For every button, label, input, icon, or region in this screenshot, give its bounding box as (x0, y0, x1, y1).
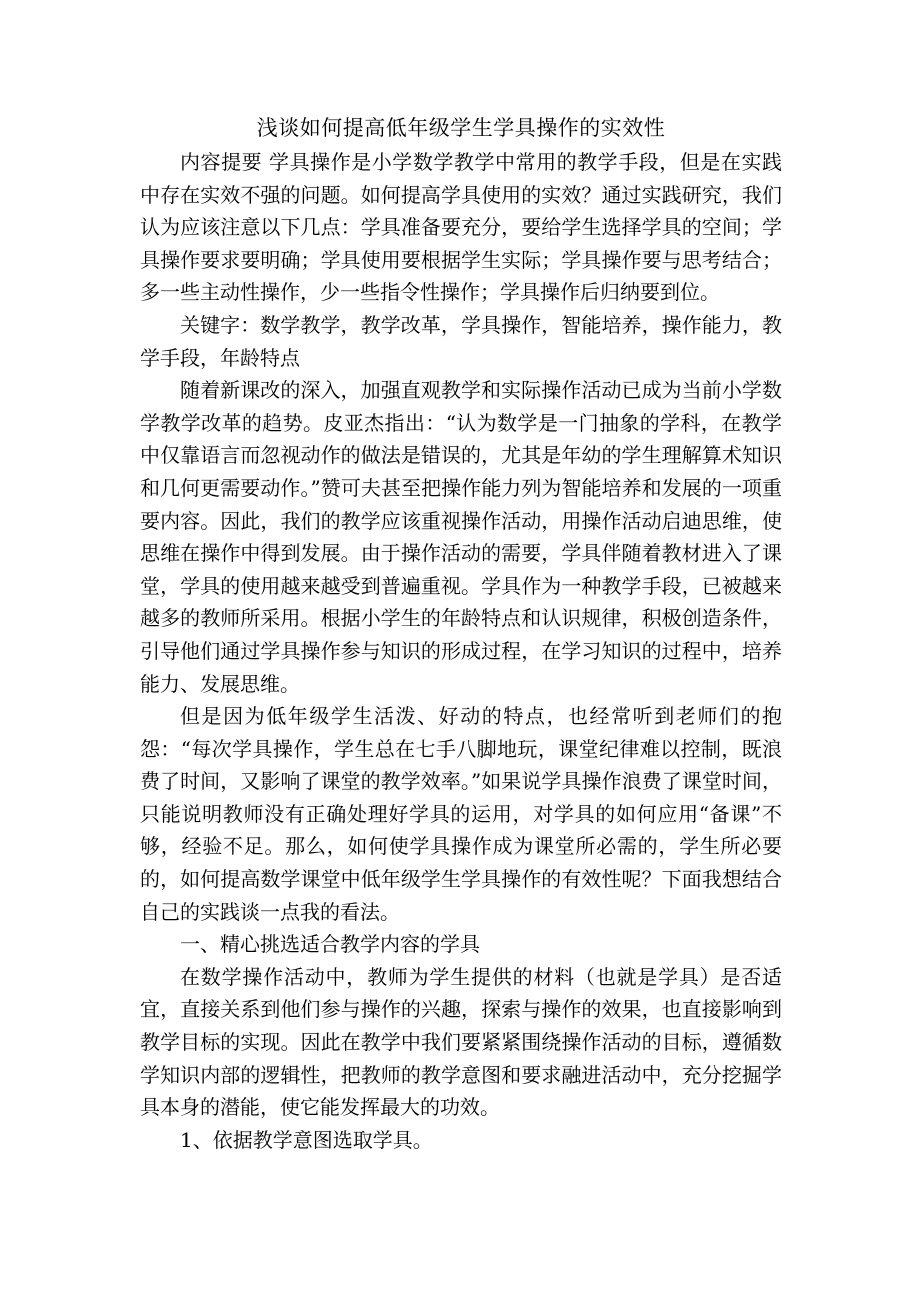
body-paragraph-2: 但是因为低年级学生活泼、好动的特点，也经常听到老师们的抱怨：“每次学具操作，学生总在七手八脚地玩，课堂纪律难以控制，既浪费了时间，又影响了课堂的教学效率。”如果说学具操作浪费了课堂时间，只能说明教师没有正确处理好学具的运用，对学具的如何应用“备课”不够，经验不足。那么，如何使学具操作成为课堂所必需的，学生所必要的，如何提高数学课堂中低年级学生学具操作的有效性呢？下面我想结合自己的实践谈一点我的看法。 (140, 704, 782, 924)
abstract-paragraph: 内容提要 学具操作是小学数学教学中常用的教学手段，但是在实践中存在实效不强的问题。如何提高学具使用的实效？通过实践研究，我们认为应该注意以下几点：学具准备要充分，要给学生选择学具的空间；学具操作要求要明确；学具使用要根据学生实际；学具操作要与思考结合；多一些主动性操作，少一些指令性操作；学具操作后归纳要到位。 (140, 150, 782, 305)
document-body (140, 110, 782, 1156)
section-1-paragraph: 在数学操作活动中，教师为学生提供的材料（也就是学具）是否适宜，直接关系到他们参与操作的兴趣，探索与操作的效果，也直接影响到教学目标的实现。因此在教学中我们要紧紧围绕操作活动的目标，遵循数学知识内部的逻辑性，把教师的教学意图和要求融进活动中，充分挖掘学具本身的潜能，使它能发挥最大的功效。 (140, 964, 782, 1120)
keywords-paragraph: 关键字：数学教学，教学改革，学具操作，智能培养，操作能力，教学手段，年龄特点 (140, 312, 782, 370)
body-paragraph-1: 随着新课改的深入，加强直观教学和实际操作活动已成为当前小学数学教学改革的趋势。皮亚杰指出：“认为数学是一门抽象的学科，在教学中仅靠语言而忽视动作的做法是错误的，尤其是年幼的学生理解算术知识和几何更需要动作。”赞可夫甚至把操作能力列为智能培养和发展的一项重要内容。因此，我们的教学应该重视操作活动，用操作活动启迪思维，使思维在操作中得到发展。由于操作活动的需要，学具伴随着教材进入了课堂，学具的使用越来越受到普遍重视。学具作为一种教学手段，已被越来越多的教师所采用。根据小学生的年龄特点和认识规律，积极创造条件，引导他们通过学具操作参与知识的形成过程，在学习知识的过程中，培养能力、发展思维。 (140, 378, 782, 696)
section-heading-1: 一、精心挑选适合教学内容的学具 (180, 932, 480, 957)
subsection-heading-1: 1、依据教学意图选取学具。 (180, 1127, 433, 1152)
document-title: 浅谈如何提高低年级学生学具操作的实效性 (256, 116, 666, 140)
